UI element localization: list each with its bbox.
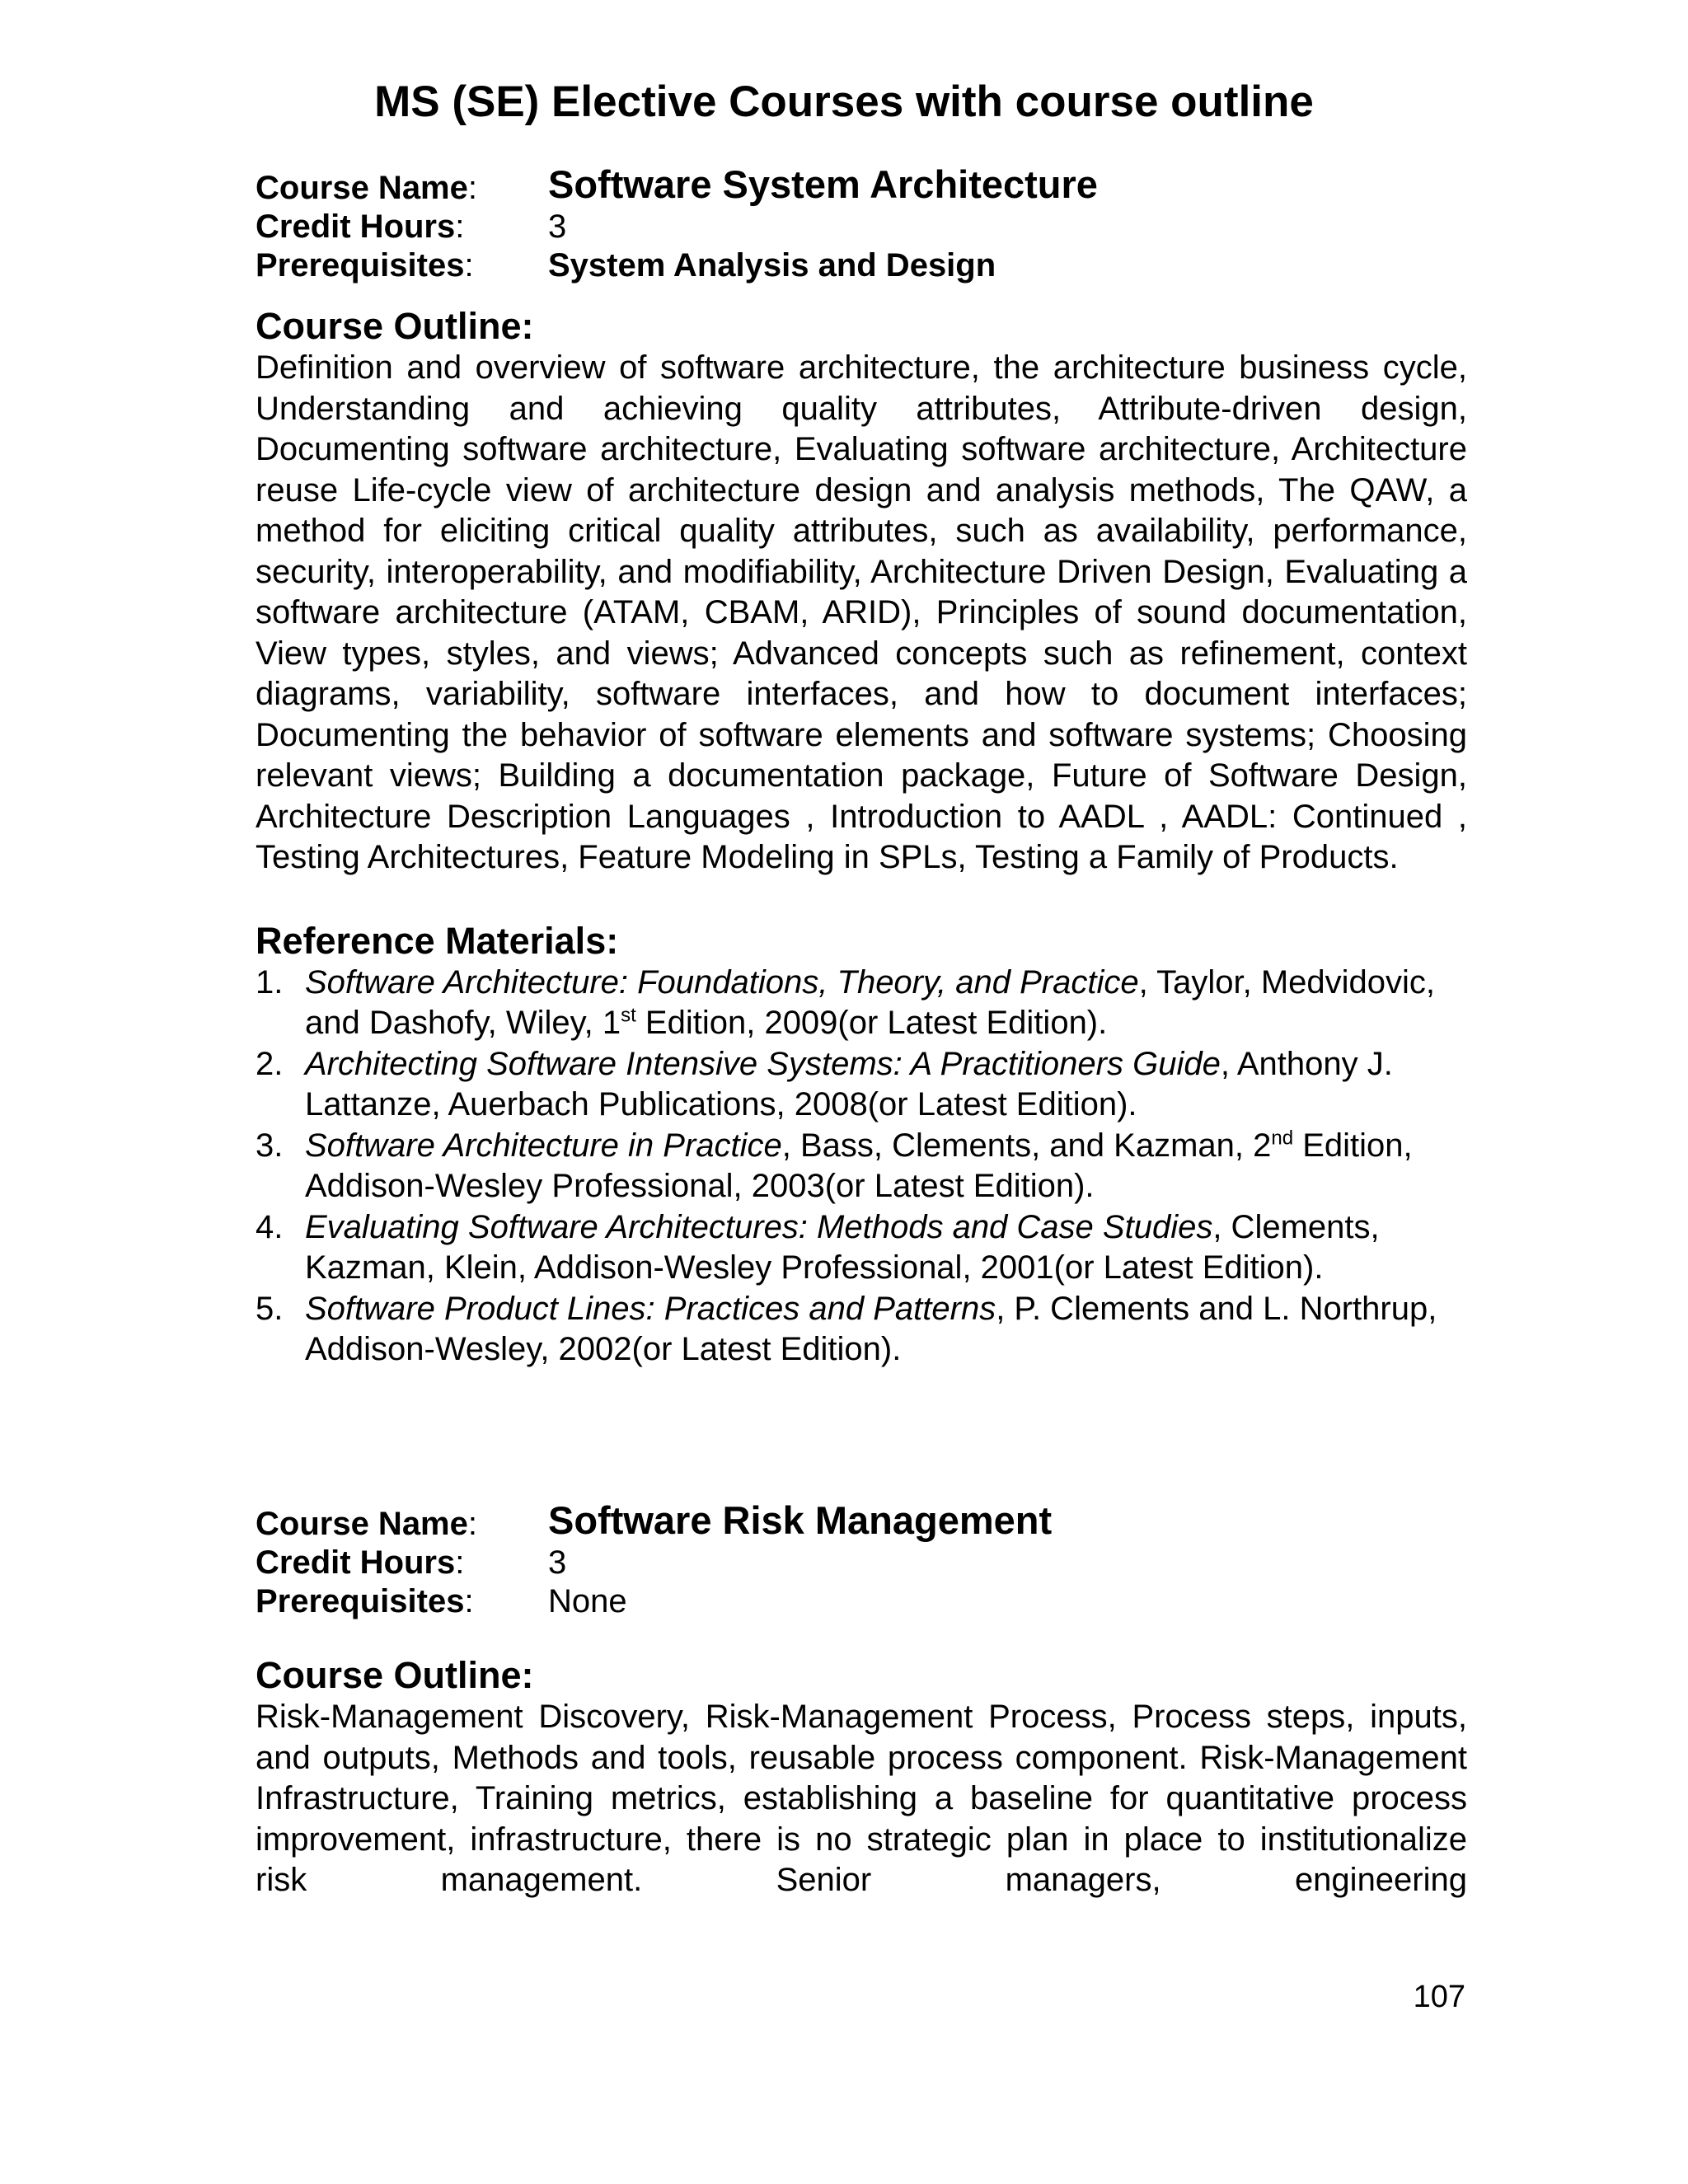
course-outline-text: Definition and overview of software architecture, the architecture business cycle, Understanding and achieving quality attributes, Attribute-driven design, Documenting software architecture, Evaluating software architecture, Architecture reuse Life-cycle view of architecture design and analysis methods, The QAW, a method for eliciting critical quality attributes, such as availability, performance, security, interoperability, and modifiability, Architecture Driven Design, Evaluating a software architecture (ATAM, CBAM, ARID), Principles of sound documentation, View types, styles, and views; Advanced concepts such as refinement, context diagrams, variability, software interfaces, and how to document interfaces; Documenting the behavior of software elements and software systems; Choosing relevant views; Building a documentation package, Future of Software Design, Architecture Description Languages , Introduction to AADL , AADL: Continued , Testing Architectures, Feature Modeling in SPLs, Testing a Family of Products. <box>256 349 1467 875</box>
reference-item: 5. Software Product Lines: Practices and Patterns, P. Clements and L. Northrup, Addison-Wesley, 2002(or Latest Edition). <box>256 1290 1437 1367</box>
course-block-2 <box>256 1498 1467 1901</box>
credit-hours-row <box>256 1544 1467 1582</box>
label-colon: : <box>464 1583 474 1619</box>
course-block-1 <box>256 162 1467 1371</box>
course-name-row <box>256 162 1467 208</box>
prerequisites-label: Prerequisites <box>256 247 465 284</box>
prerequisites-value: None <box>548 1583 627 1619</box>
course-name-label: Course Name <box>256 170 468 206</box>
page-title: MS (SE) Elective Courses with course outline <box>374 77 1314 126</box>
reference-title: Architecting Software Intensive Systems: A Practitioners Guide <box>305 1045 1221 1082</box>
reference-materials-heading: Reference Materials: <box>256 919 619 962</box>
course-name-value: Software System Architecture <box>548 162 1098 206</box>
course-outline-heading: Course Outline: <box>256 305 534 347</box>
label-colon: : <box>467 170 477 206</box>
credit-hours-label: Credit Hours <box>256 209 456 245</box>
credit-hours-label: Credit Hours <box>256 1544 456 1581</box>
course-name-label: Course Name <box>256 1506 468 1542</box>
course-meta <box>256 162 1467 285</box>
credit-hours-row <box>256 208 1467 246</box>
course-name-row <box>256 1498 1467 1544</box>
label-colon: : <box>455 209 465 245</box>
label-colon: : <box>467 1506 477 1542</box>
label-colon: : <box>455 1544 465 1581</box>
page-number: 107 <box>1413 1980 1465 2014</box>
reference-item: 3. Software Architecture in Practice, Bass, Clements, and Kazman, 2nd Edition, Addison-Wesley Professional, 2003(or Latest Edition). <box>256 1127 1413 1204</box>
reference-item: 2. Architecting Software Intensive Systems: A Practitioners Guide, Anthony J. Lattanze, Auerbach Publications, 2008(or Latest Edition). <box>256 1045 1393 1122</box>
reference-title: Software Product Lines: Practices and Patterns <box>305 1290 996 1327</box>
prerequisites-row <box>256 1582 1467 1621</box>
credit-hours-value: 3 <box>548 1544 567 1581</box>
reference-list <box>256 963 1467 1371</box>
prerequisites-value: System Analysis and Design <box>548 247 996 284</box>
course-name-value: Software Risk Management <box>548 1498 1053 1542</box>
reference-title: Evaluating Software Architectures: Methods and Case Studies <box>305 1208 1213 1245</box>
prerequisites-row <box>256 246 1467 285</box>
prerequisites-label: Prerequisites <box>256 1583 465 1619</box>
reference-title: Software Architecture: Foundations, Theory, and Practice <box>305 963 1139 1001</box>
reference-title: Software Architecture in Practice <box>305 1127 782 1164</box>
reference-item: 4. Evaluating Software Architectures: Methods and Case Studies, Clements, Kazman, Klein, Addison-Wesley Professional, 2001(or Latest Edition). <box>256 1208 1380 1286</box>
course-meta <box>256 1498 1467 1621</box>
credit-hours-value: 3 <box>548 209 567 245</box>
reference-item: 1. Software Architecture: Foundations, Theory, and Practice, Taylor, Medvidovic, and Dashofy, Wiley, 1st Edition, 2009(or Latest Edition). <box>256 963 1436 1041</box>
label-colon: : <box>464 247 474 284</box>
course-outline-heading: Course Outline: <box>256 1654 534 1696</box>
course-outline-text: Risk-Management Discovery, Risk-Management Process, Process steps, inputs, and outputs, Methods and tools, reusable process component. Risk-Management Infrastructure, Training metrics, establishing a baseline for quantitative process improvement, infrastructure, there is no strategic plan in place to institutionalize risk management. Senior managers, engineering <box>256 1699 1467 1898</box>
